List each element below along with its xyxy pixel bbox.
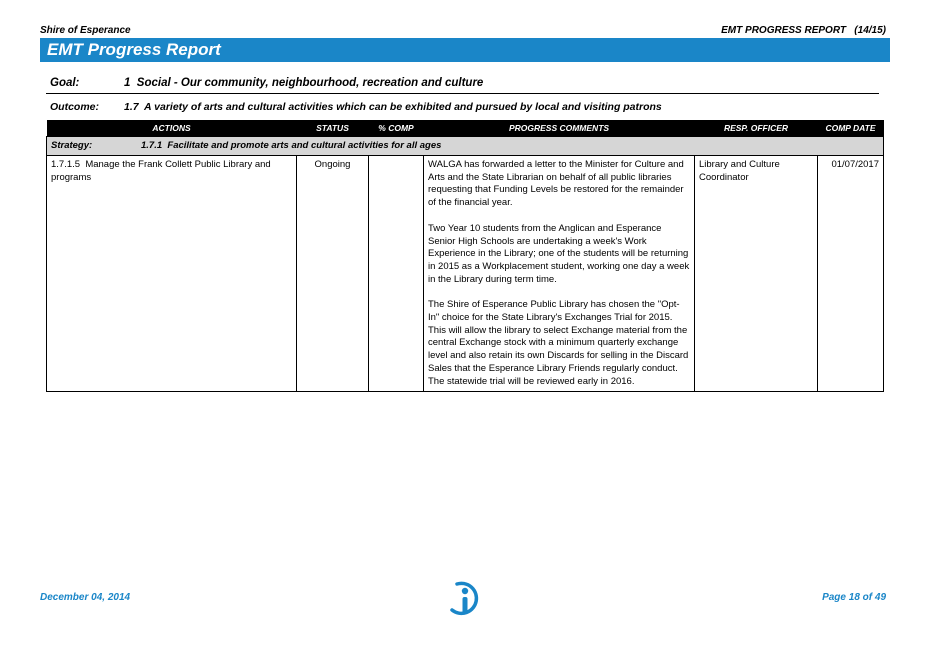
goal-text: 1 Social - Our community, neighbourhood, recreation and culture (124, 77, 484, 89)
page-title: EMT Progress Report (40, 38, 890, 62)
strategy-label: Strategy: (51, 140, 93, 151)
goal-label: Goal: (50, 77, 80, 89)
outcome-label: Outcome: (50, 101, 100, 113)
report-date: December 04, 2014 (40, 592, 131, 603)
info-i-logo-icon (443, 578, 487, 618)
outcome-text: 1.7 A variety of arts and cultural activities which can be exhibited and pursued by local and visiting patrons (124, 101, 662, 113)
col-resp-officer: RESP. OFFICER (695, 120, 818, 137)
strategy-row (47, 137, 884, 156)
strategy-cell (47, 137, 884, 156)
divider (46, 93, 879, 94)
col-comp-date: COMP DATE (818, 120, 884, 137)
col-progress-comments: PROGRESS COMMENTS (424, 120, 695, 137)
page-number: Page 18 of 49 (822, 592, 886, 603)
status-cell: Ongoing (297, 156, 369, 392)
table-row (47, 156, 884, 392)
comment-paragraph: WALGA has forwarded a letter to the Minister for Culture and Arts and the State Librarian on behalf of all public libraries requesting that Funding Levels be restored for the remainder of the financial year. (428, 159, 684, 209)
comp-date-cell: 01/07/2017 (818, 156, 884, 392)
comment-paragraph: The Shire of Esperance Public Library has chosen the "Opt-In" choice for the State Library's Exchanges Trial for 2015. This will allow the library to select Exchange material from the central Exchange stock with a minimum quarterly exchange level and also retain its own Discards for selling in the Discard Sales that the Esperance Library Friends regularly conduct. The statewide trial will be reviewed early in 2016. (428, 299, 689, 387)
comment-paragraph: Two Year 10 students from the Anglican and Esperance Senior High Schools are undertaking a week's Work Experience in the Library; one of the students will be returning in 2015 as a Workplacement student, working one day a week in the Library during term time. (428, 222, 690, 285)
col-status: STATUS (297, 120, 369, 137)
goal-line (50, 77, 483, 89)
outcome-line (50, 101, 662, 113)
officer-cell: Library and Culture Coordinator (695, 156, 818, 392)
col-actions: ACTIONS (47, 120, 297, 137)
strategy-text: 1.7.1 Facilitate and promote arts and cultural activities for all ages (141, 140, 442, 151)
org-name: Shire of Esperance (40, 25, 131, 36)
pct-comp-cell (369, 156, 424, 392)
report-label: EMT PROGRESS REPORT (14/15) (721, 25, 886, 36)
progress-table (46, 120, 884, 392)
action-cell: 1.7.1.5 Manage the Frank Collett Public Library and programs (47, 156, 297, 392)
col-pct-comp: % COMP (369, 120, 424, 137)
comments-cell (424, 156, 695, 392)
table-header-row (47, 120, 884, 137)
